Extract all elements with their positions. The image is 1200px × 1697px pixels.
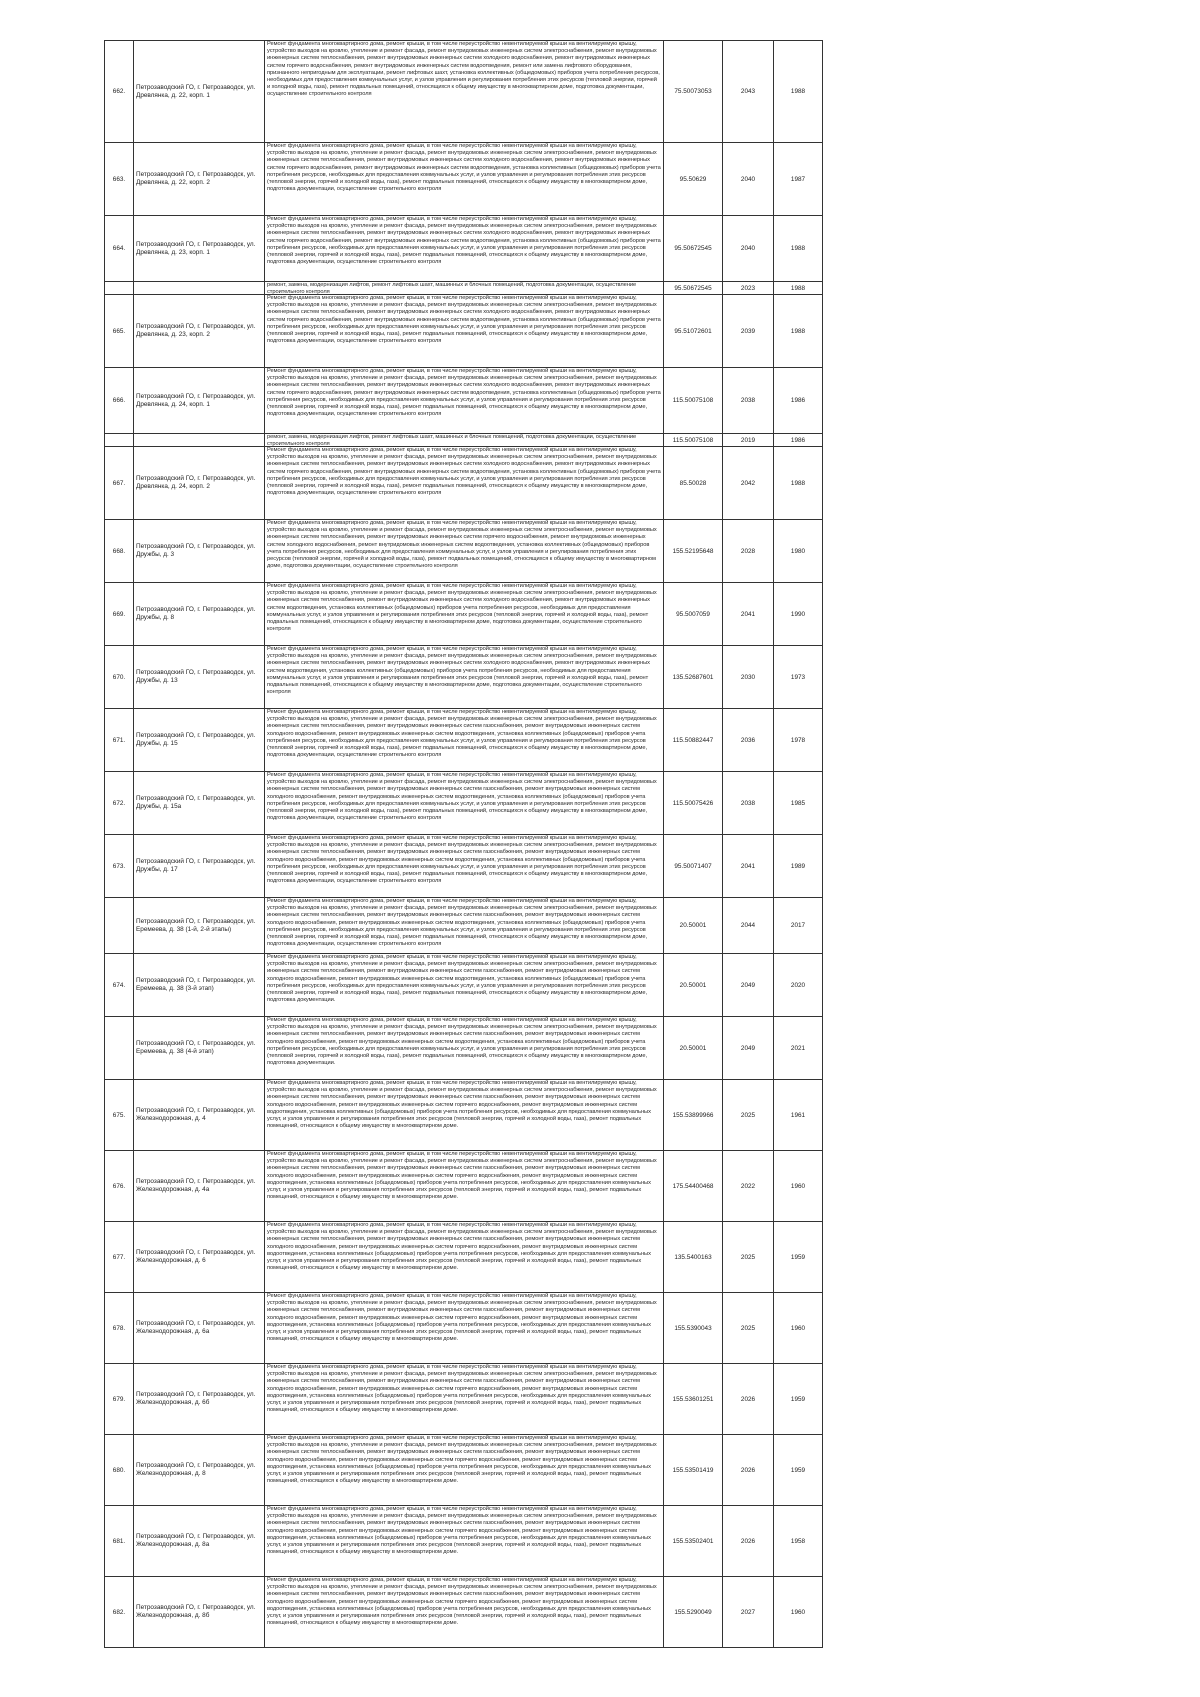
table-row xyxy=(105,954,823,1017)
address-cell-text: Петрозаводский ГО, г. Петрозаводск, ул. Дружбы, д. 15 xyxy=(136,732,256,747)
address-cell xyxy=(134,143,265,216)
work-description-cell xyxy=(265,1151,664,1222)
table-row xyxy=(105,1151,823,1222)
address-cell-text: Петрозаводский ГО, г. Петрозаводск, ул. Еремеева, д. 38 (4-й этап) xyxy=(136,1040,256,1055)
work-description-cell-text: Ремонт фундамента многоквартирного дома, ремонт крыши, в том числе переустройство невентилируемой крыши на вентилируемую крышу, устройство выходов на кровлю, утепление и ремонт фасада, ремонт внутридомовых инженерных систем электроснабжения, ремонт внутридомовых инженерных систем теплоснабжения, ремонт внутридомовых инженерных систем холодного водоснабжения, ремонт внутридомовых инженерных систем горячего водоснабжения, ремонт внутридомовых инженерных систем водоотведения, установка коллективных (общедомовых) приборов учета потребления ресурсов, необходимых для предоставления коммунальных услуг, и узлов управления и регулирования потребления этих ресурсов (тепловой энергии, горячей и холодной воды, газа), ремонт подвальных помещений, относящихся к общему имуществу в многоквартирном доме, подготовка документации, осуществление строительного контроля xyxy=(267,295,661,345)
work-description-cell-text: Ремонт фундамента многоквартирного дома, ремонт крыши, в том числе переустройство невентилируемой крыши на вентилируемую крышу, устройство выходов на кровлю, утепление и ремонт фасада, ремонт внутридомовых инженерных систем электроснабжения, ремонт внутридомовых инженерных систем теплоснабжения, ремонт внутридомовых инженерных систем газоснабжения, ремонт внутридомовых инженерных систем холодного водоснабжения, ремонт внутридомовых инженерных систем горячего водоснабжения, ремонт внутридомовых инженерных систем водоотведения, установка коллективных (общедомовых) приборов учета потребления ресурсов, необходимых для предоставления коммунальных услуг, и узлов управления и регулирования потребления этих ресурсов (тепловой энергии, горячей и холодной воды, газа), ремонт подвальных помещений, относящихся к общему имуществу в многоквартирном доме. xyxy=(267,1151,657,1201)
address-cell-text: Петрозаводский ГО, г. Петрозаводск, ул. Железнодорожная, д. 8 xyxy=(136,1462,256,1477)
work-description-cell-text: Ремонт фундамента многоквартирного дома, ремонт крыши, в том числе переустройство невентилируемой крыши на вентилируемую крышу, устройство выходов на кровлю, утепление и ремонт фасада, ремонт внутридомовых инженерных систем электроснабжения, ремонт внутридомовых инженерных систем теплоснабжения, ремонт внутридомовых инженерных систем газоснабжения, ремонт внутридомовых инженерных систем холодного водоснабжения, ремонт внутридомовых инженерных систем горячего водоснабжения, ремонт внутридомовых инженерных систем водоотведения, установка коллективных (общедомовых) приборов учета потребления ресурсов, необходимых для предоставления коммунальных услуг, и узлов управления и регулирования потребления этих ресурсов (тепловой энергии, горячей и холодной воды, газа), ремонт подвальных помещений, относящихся к общему имуществу в многоквартирном доме. xyxy=(267,1222,657,1272)
cost-cell: 115.50882447 xyxy=(664,709,723,772)
cost-cell: 20.50001 xyxy=(664,1017,723,1080)
work-description-cell xyxy=(265,898,664,954)
address-cell xyxy=(134,646,265,709)
table-row xyxy=(105,709,823,772)
cost-cell: 155.53899966 xyxy=(664,1080,723,1151)
work-description-cell xyxy=(265,1293,664,1364)
address-cell-text: Петрозаводский ГО, г. Петрозаводск, ул. Древлянка, д. 23, корп. 2 xyxy=(136,323,256,338)
row-number-cell: 666. xyxy=(105,368,134,434)
work-description-cell-text: Ремонт фундамента многоквартирного дома, ремонт крыши, в том числе переустройство невентилируемой крыши на вентилируемую крышу, устройство выходов на кровлю, утепление и ремонт фасада, ремонт внутридомовых инженерных систем электроснабжения, ремонт внутридомовых инженерных систем теплоснабжения, ремонт внутридомовых инженерных систем газоснабжения, ремонт внутридомовых инженерных систем холодного водоснабжения, ремонт внутридомовых инженерных систем водоотведения, установка коллективных (общедомовых) приборов учета потребления ресурсов, необходимых для предоставления коммунальных услуг, и узлов управления и регулирования потребления этих ресурсов (тепловой энергии, горячей и холодной воды, газа), ремонт подвальных помещений, относящихся к общему имуществу в многоквартирном доме, подготовка документации. xyxy=(267,954,657,1004)
address-cell-text: Петрозаводский ГО, г. Петрозаводск, ул. Еремеева, д. 38 (1-й, 2-й этапы) xyxy=(136,917,256,933)
work-description-cell xyxy=(265,1017,664,1080)
table-row xyxy=(105,772,823,835)
row-number-cell: 682. xyxy=(105,1577,134,1648)
cost-cell: 135.5400163 xyxy=(664,1222,723,1293)
address-cell-text: Петрозаводский ГО, г. Петрозаводск, ул. Еремеева, д. 38 (3-й этап) xyxy=(136,977,256,992)
work-description-cell-text: Ремонт фундамента многоквартирного дома, ремонт крыши, в том числе переустройство невентилируемой крыши на вентилируемую крышу, устройство выходов на кровлю, утепление и ремонт фасада, ремонт внутридомовых инженерных систем электроснабжения, ремонт внутридомовых инженерных систем теплоснабжения, ремонт внутридомовых инженерных систем холодного водоснабжения, ремонт внутридомовых инженерных систем горячего водоснабжения, ремонт внутридомовых инженерных систем водоотведения, установка коллективных (общедомовых) приборов учета потребления ресурсов, необходимых для предоставления коммунальных услуг, и узлов управления и регулирования потребления этих ресурсов (тепловой энергии, горячей и холодной воды, газа), ремонт подвальных помещений, относящихся к общему имуществу в многоквартирном доме, подготовка документации, осуществление строительного контроля xyxy=(267,447,661,497)
planned-year-cell: 2036 xyxy=(723,709,774,772)
work-description-cell-text: Ремонт фундамента многоквартирного дома, ремонт крыши, в том числе переустройство невентилируемой крыши на вентилируемую крышу, устройство выходов на кровлю, утепление и ремонт фасада, ремонт внутридомовых инженерных систем электроснабжения, ремонт внутридомовых инженерных систем теплоснабжения, ремонт внутридомовых инженерных систем газоснабжения, ремонт внутридомовых инженерных систем холодного водоснабжения, ремонт внутридомовых инженерных систем водоотведения, установка коллективных (общедомовых) приборов учета потребления ресурсов, необходимых для предоставления коммунальных услуг, и узлов управления и регулирования потребления этих ресурсов (тепловой энергии, горячей и холодной воды, газа), ремонт подвальных помещений, относящихся к общему имуществу в многоквартирном доме, подготовка документации. xyxy=(267,1017,657,1067)
table-row xyxy=(105,41,823,143)
address-cell xyxy=(134,1080,265,1151)
row-number-cell: 673. xyxy=(105,835,134,898)
row-number-cell: 665. xyxy=(105,295,134,368)
address-cell-text: Петрозаводский ГО, г. Петрозаводск, ул. Железнодорожная, д. 6б xyxy=(136,1391,256,1406)
work-description-cell-text: Ремонт фундамента многоквартирного дома, ремонт крыши, в том числе переустройство невентилируемой крыши на вентилируемую крышу, устройство выходов на кровлю, утепление и ремонт фасада, ремонт внутридомовых инженерных систем электроснабжения, ремонт внутридомовых инженерных систем теплоснабжения, ремонт внутридомовых инженерных систем горячего водоснабжения, ремонт внутридомовых инженерных систем холодного водоснабжения, ремонт внутридомовых инженерных систем водоотведения, установка коллективных (общедомовых) приборов учета потребления ресурсов, необходимых для предоставления коммунальных услуг, и узлов управления и регулирования потребления этих ресурсов (тепловой энергии, горячей и холодной воды, газа), ремонт подвальных помещений, относящихся к общему имуществу в многоквартирном доме, подготовка документации, осуществление строительного контроля xyxy=(267,520,657,570)
table-row xyxy=(105,1293,823,1364)
table-row xyxy=(105,583,823,646)
planned-year-cell: 2026 xyxy=(723,1506,774,1577)
address-cell-text xyxy=(136,282,262,294)
planned-year-cell: 2041 xyxy=(723,583,774,646)
work-description-cell-text: ремонт, замена, модернизация лифтов, ремонт лифтовых шахт, машинных и блочных помещений, подготовка документации, осуществление строительного контроля xyxy=(267,282,637,294)
planned-year-cell: 2041 xyxy=(723,835,774,898)
address-cell-text: Петрозаводский ГО, г. Петрозаводск, ул. Железнодорожная, д. 4а xyxy=(136,1178,256,1193)
cost-cell: 155.52195648 xyxy=(664,520,723,583)
built-year-cell: 2017 xyxy=(774,898,823,954)
work-description-cell-text: Ремонт фундамента многоквартирного дома, ремонт крыши, в том числе переустройство невентилируемой крыши на вентилируемую крышу, устройство выходов на кровлю, утепление и ремонт фасада, ремонт внутридомовых инженерных систем электроснабжения, ремонт внутридомовых инженерных систем теплоснабжения, ремонт внутридомовых инженерных систем газоснабжения, ремонт внутридомовых инженерных систем холодного водоснабжения, ремонт внутридомовых инженерных систем горячего водоснабжения, ремонт внутридомовых инженерных систем водоотведения, установка коллективных (общедомовых) приборов учета потребления ресурсов, необходимых для предоставления коммунальных услуг, и узлов управления и регулирования потребления этих ресурсов (тепловой энергии, горячей и холодной воды, газа), ремонт подвальных помещений, относящихся к общему имуществу в многоквартирном доме. xyxy=(267,1506,657,1556)
address-cell-text: Петрозаводский ГО, г. Петрозаводск, ул. Древлянка, д. 24, корп. 2 xyxy=(136,475,256,490)
row-number-cell: 662. xyxy=(105,41,134,143)
cost-cell: 155.5290049 xyxy=(664,1577,723,1648)
row-number-cell xyxy=(105,1017,134,1080)
row-number-cell: 679. xyxy=(105,1364,134,1435)
built-year-cell: 1988 xyxy=(774,282,823,295)
planned-year-cell: 2022 xyxy=(723,1151,774,1222)
table-row xyxy=(105,1222,823,1293)
address-cell-text: Петрозаводский ГО, г. Петрозаводск, ул. Дружбы, д. 15а xyxy=(136,795,256,810)
table-row xyxy=(105,434,823,447)
address-cell xyxy=(134,1222,265,1293)
table-row xyxy=(105,898,823,954)
planned-year-cell: 2030 xyxy=(723,646,774,709)
planned-year-cell: 2049 xyxy=(723,954,774,1017)
table-row xyxy=(105,282,823,295)
work-description-cell xyxy=(265,447,664,520)
built-year-cell: 1988 xyxy=(774,295,823,368)
cost-cell: 95.50672545 xyxy=(664,282,723,295)
table-row xyxy=(105,216,823,282)
work-description-cell-text: Ремонт фундамента многоквартирного дома, ремонт крыши, в том числе переустройство невентилируемой крыши на вентилируемую крышу, устройство выходов на кровлю, утепление и ремонт фасада, ремонт внутридомовых инженерных систем электроснабжения, ремонт внутридомовых инженерных систем теплоснабжения, ремонт внутридомовых инженерных систем газоснабжения, ремонт внутридомовых инженерных систем холодного водоснабжения, ремонт внутридомовых инженерных систем горячего водоснабжения, ремонт внутридомовых инженерных систем водоотведения, установка коллективных (общедомовых) приборов учета потребления ресурсов, необходимых для предоставления коммунальных услуг, и узлов управления и регулирования потребления этих ресурсов (тепловой энергии, горячей и холодной воды, газа), ремонт подвальных помещений, относящихся к общему имуществу в многоквартирном доме. xyxy=(267,1293,657,1343)
row-number-cell: 681. xyxy=(105,1506,134,1577)
built-year-cell: 1985 xyxy=(774,772,823,835)
built-year-cell: 1960 xyxy=(774,1293,823,1364)
cost-cell: 95.50629 xyxy=(664,143,723,216)
work-description-cell-text: Ремонт фундамента многоквартирного дома, ремонт крыши, в том числе переустройство невентилируемой крыши на вентилируемую крышу, устройство выходов на кровлю, утепление и ремонт фасада, ремонт внутридомовых инженерных систем электроснабжения, ремонт внутридомовых инженерных систем теплоснабжения, ремонт внутридомовых инженерных систем газоснабжения, ремонт внутридомовых инженерных систем холодного водоснабжения, ремонт внутридомовых инженерных систем горячего водоснабжения, ремонт внутридомовых инженерных систем водоотведения, установка коллективных (общедомовых) приборов учета потребления ресурсов, необходимых для предоставления коммунальных услуг, и узлов управления и регулирования потребления этих ресурсов (тепловой энергии, горячей и холодной воды, газа), ремонт подвальных помещений, относящихся к общему имуществу в многоквартирном доме. xyxy=(267,1364,657,1414)
work-description-cell-text: Ремонт фундамента многоквартирного дома, ремонт крыши, в том числе переустройство невентилируемой крыши на вентилируемую крышу, устройство выходов на кровлю, утепление и ремонт фасада, ремонт внутридомовых инженерных систем электроснабжения, ремонт внутридомовых инженерных систем теплоснабжения, ремонт внутридомовых инженерных систем газоснабжения, ремонт внутридомовых инженерных систем холодного водоснабжения, ремонт внутридомовых инженерных систем водоотведения, установка коллективных (общедомовых) приборов учета потребления ресурсов, необходимых для предоставления коммунальных услуг, и узлов управления и регулирования потребления этих ресурсов (тепловой энергии, горячей и холодной воды, газа), ремонт подвальных помещений, относящихся к общему имуществу в многоквартирном доме, подготовка документации, осуществление строительного контроля xyxy=(267,898,657,948)
address-cell xyxy=(134,434,265,447)
built-year-cell: 1978 xyxy=(774,709,823,772)
planned-year-cell: 2044 xyxy=(723,898,774,954)
table-row xyxy=(105,1364,823,1435)
cost-cell: 135.52687601 xyxy=(664,646,723,709)
planned-year-cell: 2043 xyxy=(723,41,774,143)
work-description-cell xyxy=(265,1506,664,1577)
address-cell xyxy=(134,282,265,295)
planned-year-cell: 2039 xyxy=(723,295,774,368)
built-year-cell: 1988 xyxy=(774,41,823,143)
built-year-cell: 1960 xyxy=(774,1577,823,1648)
address-cell xyxy=(134,295,265,368)
row-number-cell: 664. xyxy=(105,216,134,282)
work-description-cell xyxy=(265,1435,664,1506)
cost-cell: 155.53601251 xyxy=(664,1364,723,1435)
address-cell-text: Петрозаводский ГО, г. Петрозаводск, ул. Древлянка, д. 22, корп. 2 xyxy=(136,171,256,186)
cost-cell: 155.5390043 xyxy=(664,1293,723,1364)
address-cell xyxy=(134,1577,265,1648)
planned-year-cell: 2040 xyxy=(723,216,774,282)
built-year-cell: 1986 xyxy=(774,368,823,434)
work-description-cell xyxy=(265,282,664,295)
table-row xyxy=(105,835,823,898)
work-description-cell-text: Ремонт фундамента многоквартирного дома, ремонт крыши, в том числе переустройство невентилируемой крыши на вентилируемую крышу, устройство выходов на кровлю, утепление и ремонт фасада, ремонт внутридомовых инженерных систем электроснабжения, ремонт внутридомовых инженерных систем теплоснабжения, ремонт внутридомовых инженерных систем холодного водоснабжения, ремонт внутридомовых инженерных систем горячего водоснабжения, ремонт внутридомовых инженерных систем водоотведения, установка коллективных (общедомовых) приборов учета потребления ресурсов, необходимых для предоставления коммунальных услуг, и узлов управления и регулирования потребления этих ресурсов (тепловой энергии, горячей и холодной воды, газа), ремонт подвальных помещений, относящихся к общему имуществу в многоквартирном доме, подготовка документации, осуществление строительного контроля xyxy=(267,143,661,193)
table-row xyxy=(105,1080,823,1151)
planned-year-cell: 2038 xyxy=(723,368,774,434)
planned-year-cell: 2038 xyxy=(723,772,774,835)
planned-year-cell: 2027 xyxy=(723,1577,774,1648)
address-cell xyxy=(134,447,265,520)
planned-year-cell: 2023 xyxy=(723,282,774,295)
work-description-cell xyxy=(265,143,664,216)
planned-year-cell: 2025 xyxy=(723,1222,774,1293)
address-cell-text: Петрозаводский ГО, г. Петрозаводск, ул. Древлянка, д. 22, корп. 1 xyxy=(136,83,256,99)
address-cell xyxy=(134,1017,265,1080)
address-cell xyxy=(134,1506,265,1577)
planned-year-cell: 2049 xyxy=(723,1017,774,1080)
address-cell-text xyxy=(136,434,262,446)
work-description-cell-text: Ремонт фундамента многоквартирного дома, ремонт крыши, в том числе переустройство невентилируемой крыши на вентилируемую крышу, устройство выходов на кровлю, утепление и ремонт фасада, ремонт внутридомовых инженерных систем электроснабжения, ремонт внутридомовых инженерных систем теплоснабжения, ремонт внутридомовых инженерных систем газоснабжения, ремонт внутридомовых инженерных систем холодного водоснабжения, ремонт внутридомовых инженерных систем водоотведения, установка коллективных (общедомовых) приборов учета потребления ресурсов, необходимых для предоставления коммунальных услуг, и узлов управления и регулирования потребления этих ресурсов (тепловой энергии, горячей и холодной воды, газа), ремонт подвальных помещений, относящихся к общему имуществу в многоквартирном доме, подготовка документации, осуществление строительного контроля xyxy=(267,709,657,759)
planned-year-cell: 2042 xyxy=(723,447,774,520)
table-row xyxy=(105,447,823,520)
row-number-cell: 675. xyxy=(105,1080,134,1151)
address-cell xyxy=(134,520,265,583)
address-cell xyxy=(134,772,265,835)
built-year-cell: 1973 xyxy=(774,646,823,709)
built-year-cell: 2021 xyxy=(774,1017,823,1080)
address-cell xyxy=(134,1364,265,1435)
work-description-cell-text: ремонт, замена, модернизация лифтов, ремонт лифтовых шахт, машинных и блочных помещений, подготовка документации, осуществление строительного контроля xyxy=(267,434,637,446)
address-cell xyxy=(134,41,265,143)
built-year-cell: 1960 xyxy=(774,1151,823,1222)
address-cell xyxy=(134,1151,265,1222)
table-row xyxy=(105,295,823,368)
cost-cell: 115.50075426 xyxy=(664,772,723,835)
built-year-cell: 1990 xyxy=(774,583,823,646)
work-description-cell xyxy=(265,520,664,583)
work-description-cell xyxy=(265,954,664,1017)
address-cell-text: Петрозаводский ГО, г. Петрозаводск, ул. Дружбы, д. 17 xyxy=(136,858,256,873)
table-row xyxy=(105,1017,823,1080)
built-year-cell: 1988 xyxy=(774,447,823,520)
address-cell xyxy=(134,898,265,954)
work-description-cell-text: Ремонт фундамента многоквартирного дома, ремонт крыши, в том числе переустройство невентилируемой крыши на вентилируемую крышу, устройство выходов на кровлю, утепление и ремонт фасада, ремонт внутридомовых инженерных систем электроснабжения, ремонт внутридомовых инженерных систем теплоснабжения, ремонт внутридомовых инженерных систем холодного водоснабжения, ремонт внутридомовых инженерных систем горячего водоснабжения, ремонт внутридомовых инженерных систем водоотведения, ремонт или замена лифтового оборудования, признанного непригодным для эксплуатации, ремонт лифтовых шахт, установка коллективных (общедомовых) приборов учета потребления ресурсов, необходимых для предоставления коммунальных услуг, и узлов управления и регулирования потребления этих ресурсов (тепловой энергии, горячей и холодной воды, газа), ремонт подвальных помещений, относящихся к общему имуществу в многоквартирном доме, подготовка документации, осуществление строительного контроля xyxy=(267,41,660,98)
work-description-cell-text: Ремонт фундамента многоквартирного дома, ремонт крыши, в том числе переустройство невентилируемой крыши на вентилируемую крышу, устройство выходов на кровлю, утепление и ремонт фасада, ремонт внутридомовых инженерных систем электроснабжения, ремонт внутридомовых инженерных систем теплоснабжения, ремонт внутридомовых инженерных систем газоснабжения, ремонт внутридомовых инженерных систем холодного водоснабжения, ремонт внутридомовых инженерных систем горячего водоснабжения, ремонт внутридомовых инженерных систем водоотведения, установка коллективных (общедомовых) приборов учета потребления ресурсов, необходимых для предоставления коммунальных услуг, и узлов управления и регулирования потребления этих ресурсов (тепловой энергии, горячей и холодной воды, газа), ремонт подвальных помещений, относящихся к общему имуществу в многоквартирном доме. xyxy=(267,1435,657,1485)
cost-cell: 155.53501419 xyxy=(664,1435,723,1506)
row-number-cell: 671. xyxy=(105,709,134,772)
work-description-cell xyxy=(265,646,664,709)
address-cell-text: Петрозаводский ГО, г. Петрозаводск, ул. Железнодорожная, д. 8б xyxy=(136,1604,256,1619)
address-cell xyxy=(134,216,265,282)
row-number-cell xyxy=(105,282,134,295)
row-number-cell: 676. xyxy=(105,1151,134,1222)
work-description-cell-text: Ремонт фундамента многоквартирного дома, ремонт крыши, в том числе переустройство невентилируемой крыши на вентилируемую крышу, устройство выходов на кровлю, утепление и ремонт фасада, ремонт внутридомовых инженерных систем электроснабжения, ремонт внутридомовых инженерных систем теплоснабжения, ремонт внутридомовых инженерных систем газоснабжения, ремонт внутридомовых инженерных систем холодного водоснабжения, ремонт внутридомовых инженерных систем водоотведения, установка коллективных (общедомовых) приборов учета потребления ресурсов, необходимых для предоставления коммунальных услуг, и узлов управления и регулирования потребления этих ресурсов (тепловой энергии, горячей и холодной воды, газа), ремонт подвальных помещений, относящихся к общему имуществу в многоквартирном доме, подготовка документации, осуществление строительного контроля xyxy=(267,835,657,885)
table-row xyxy=(105,520,823,583)
work-description-cell xyxy=(265,1577,664,1648)
work-description-cell xyxy=(265,583,664,646)
address-cell-text: Петрозаводский ГО, г. Петрозаводск, ул. Дружбы, д. 3 xyxy=(136,543,256,558)
address-cell xyxy=(134,954,265,1017)
cost-cell: 95.51072601 xyxy=(664,295,723,368)
work-description-cell-text: Ремонт фундамента многоквартирного дома, ремонт крыши, в том числе переустройство невентилируемой крыши на вентилируемую крышу, устройство выходов на кровлю, утепление и ремонт фасада, ремонт внутридомовых инженерных систем электроснабжения, ремонт внутридомовых инженерных систем теплоснабжения, ремонт внутридомовых инженерных систем газоснабжения, ремонт внутридомовых инженерных систем холодного водоснабжения, ремонт внутридомовых инженерных систем горячего водоснабжения, ремонт внутридомовых инженерных систем водоотведения, установка коллективных (общедомовых) приборов учета потребления ресурсов, необходимых для предоставления коммунальных услуг, и узлов управления и регулирования потребления этих ресурсов (тепловой энергии, горячей и холодной воды, газа), ремонт подвальных помещений, относящихся к общему имуществу в многоквартирном доме. xyxy=(267,1080,657,1130)
built-year-cell: 1961 xyxy=(774,1080,823,1151)
row-number-cell: 672. xyxy=(105,772,134,835)
planned-year-cell: 2025 xyxy=(723,1080,774,1151)
address-cell-text: Петрозаводский ГО, г. Петрозаводск, ул. Железнодорожная, д. 6а xyxy=(136,1320,256,1335)
cost-cell: 20.50001 xyxy=(664,954,723,1017)
cost-cell: 115.50075108 xyxy=(664,434,723,447)
work-description-cell xyxy=(265,1364,664,1435)
address-cell xyxy=(134,583,265,646)
work-description-cell xyxy=(265,709,664,772)
cost-cell: 95.50071407 xyxy=(664,835,723,898)
built-year-cell: 1989 xyxy=(774,835,823,898)
table-row xyxy=(105,1577,823,1648)
row-number-cell: 667. xyxy=(105,447,134,520)
work-description-cell-text: Ремонт фундамента многоквартирного дома, ремонт крыши, в том числе переустройство невентилируемой крыши на вентилируемую крышу, устройство выходов на кровлю, утепление и ремонт фасада, ремонт внутридомовых инженерных систем электроснабжения, ремонт внутридомовых инженерных систем теплоснабжения, ремонт внутридомовых инженерных систем холодного водоснабжения, ремонт внутридомовых инженерных систем водоотведения, установка коллективных (общедомовых) приборов учета потребления ресурсов, необходимых для предоставления коммунальных услуг, и узлов управления и регулирования потребления этих ресурсов (тепловой энергии, горячей и холодной воды, газа), ремонт подвальных помещений, относящихся к общему имуществу в многоквартирном доме, подготовка документации, осуществление строительного контроля xyxy=(267,646,657,696)
table-row xyxy=(105,646,823,709)
row-number-cell: 678. xyxy=(105,1293,134,1364)
built-year-cell: 1988 xyxy=(774,216,823,282)
cost-cell: 175.54400468 xyxy=(664,1151,723,1222)
address-cell-text: Петрозаводский ГО, г. Петрозаводск, ул. Дружбы, д. 8 xyxy=(136,606,256,621)
cost-cell: 75.50073053 xyxy=(664,41,723,143)
table-body xyxy=(105,41,823,1648)
built-year-cell: 1987 xyxy=(774,143,823,216)
row-number-cell: 670. xyxy=(105,646,134,709)
cost-cell: 115.50075108 xyxy=(664,368,723,434)
table-row xyxy=(105,1435,823,1506)
work-description-cell xyxy=(265,295,664,368)
table-row xyxy=(105,368,823,434)
work-description-cell-text: Ремонт фундамента многоквартирного дома, ремонт крыши, в том числе переустройство невентилируемой крыши на вентилируемую крышу, устройство выходов на кровлю, утепление и ремонт фасада, ремонт внутридомовых инженерных систем электроснабжения, ремонт внутридомовых инженерных систем теплоснабжения, ремонт внутридомовых инженерных систем холодного водоснабжения, ремонт внутридомовых инженерных систем водоотведения, установка коллективных (общедомовых) приборов учета потребления ресурсов, необходимых для предоставления коммунальных услуг, и узлов управления и регулирования потребления этих ресурсов (тепловой энергии, горячей и холодной воды, газа), ремонт подвальных помещений, относящихся к общему имуществу в многоквартирном доме, подготовка документации, осуществление строительного контроля xyxy=(267,583,657,633)
work-description-cell xyxy=(265,1222,664,1293)
work-description-cell xyxy=(265,434,664,447)
planned-year-cell: 2026 xyxy=(723,1435,774,1506)
row-number-cell: 677. xyxy=(105,1222,134,1293)
work-description-cell xyxy=(265,772,664,835)
cost-cell: 20.50001 xyxy=(664,898,723,954)
planned-year-cell: 2026 xyxy=(723,1364,774,1435)
planned-year-cell: 2019 xyxy=(723,434,774,447)
planned-year-cell: 2040 xyxy=(723,143,774,216)
address-cell-text: Петрозаводский ГО, г. Петрозаводск, ул. Железнодорожная, д. 6 xyxy=(136,1249,256,1264)
built-year-cell: 1958 xyxy=(774,1506,823,1577)
work-description-cell-text: Ремонт фундамента многоквартирного дома, ремонт крыши, в том числе переустройство невентилируемой крыши на вентилируемую крышу, устройство выходов на кровлю, утепление и ремонт фасада, ремонт внутридомовых инженерных систем электроснабжения, ремонт внутридомовых инженерных систем теплоснабжения, ремонт внутридомовых инженерных систем холодного водоснабжения, ремонт внутридомовых инженерных систем горячего водоснабжения, ремонт внутридомовых инженерных систем водоотведения, установка коллективных (общедомовых) приборов учета потребления ресурсов, необходимых для предоставления коммунальных услуг, и узлов управления и регулирования потребления этих ресурсов (тепловой энергии, горячей и холодной воды, газа), ремонт подвальных помещений, относящихся к общему имуществу в многоквартирном доме, подготовка документации, осуществление строительного контроля xyxy=(267,368,661,418)
cost-cell: 95.5007059 xyxy=(664,583,723,646)
row-number-cell: 680. xyxy=(105,1435,134,1506)
row-number-cell: 669. xyxy=(105,583,134,646)
work-description-cell xyxy=(265,1080,664,1151)
address-cell xyxy=(134,835,265,898)
row-number-cell xyxy=(105,434,134,447)
built-year-cell: 2020 xyxy=(774,954,823,1017)
work-description-cell xyxy=(265,216,664,282)
address-cell xyxy=(134,1293,265,1364)
work-description-cell-text: Ремонт фундамента многоквартирного дома, ремонт крыши, в том числе переустройство невентилируемой крыши на вентилируемую крышу, устройство выходов на кровлю, утепление и ремонт фасада, ремонт внутридомовых инженерных систем электроснабжения, ремонт внутридомовых инженерных систем теплоснабжения, ремонт внутридомовых инженерных систем газоснабжения, ремонт внутридомовых инженерных систем холодного водоснабжения, ремонт внутридомовых инженерных систем горячего водоснабжения, ремонт внутридомовых инженерных систем водоотведения, установка коллективных (общедомовых) приборов учета потребления ресурсов, необходимых для предоставления коммунальных услуг, и узлов управления и регулирования потребления этих ресурсов (тепловой энергии, горячей и холодной воды, газа), ремонт подвальных помещений, относящихся к общему имуществу в многоквартирном доме. xyxy=(267,1577,657,1627)
built-year-cell: 1959 xyxy=(774,1435,823,1506)
planned-year-cell: 2028 xyxy=(723,520,774,583)
address-cell-text: Петрозаводский ГО, г. Петрозаводск, ул. Железнодорожная, д. 8а xyxy=(136,1533,256,1548)
cost-cell: 95.50672545 xyxy=(664,216,723,282)
address-cell xyxy=(134,1435,265,1506)
row-number-cell: 674. xyxy=(105,954,134,1017)
work-description-cell xyxy=(265,835,664,898)
row-number-cell: 668. xyxy=(105,520,134,583)
row-number-cell xyxy=(105,898,134,954)
cost-cell: 155.53502401 xyxy=(664,1506,723,1577)
address-cell-text: Петрозаводский ГО, г. Петрозаводск, ул. Железнодорожная, д. 4 xyxy=(136,1107,256,1122)
address-cell xyxy=(134,709,265,772)
work-description-cell-text: Ремонт фундамента многоквартирного дома, ремонт крыши, в том числе переустройство невентилируемой крыши на вентилируемую крышу, устройство выходов на кровлю, утепление и ремонт фасада, ремонт внутридомовых инженерных систем электроснабжения, ремонт внутридомовых инженерных систем теплоснабжения, ремонт внутридомовых инженерных систем холодного водоснабжения, ремонт внутридомовых инженерных систем горячего водоснабжения, ремонт внутридомовых инженерных систем водоотведения, установка коллективных (общедомовых) приборов учета потребления ресурсов, необходимых для предоставления коммунальных услуг, и узлов управления и регулирования потребления этих ресурсов (тепловой энергии, горячей и холодной воды, газа), ремонт подвальных помещений, относящихся к общему имуществу в многоквартирном доме, подготовка документации, осуществление строительного контроля xyxy=(267,216,661,266)
address-cell-text: Петрозаводский ГО, г. Петрозаводск, ул. Древлянка, д. 24, корп. 1 xyxy=(136,392,256,408)
built-year-cell: 1986 xyxy=(774,434,823,447)
address-cell-text: Петрозаводский ГО, г. Петрозаводск, ул. Древлянка, д. 23, корп. 1 xyxy=(136,240,256,256)
work-description-cell xyxy=(265,41,664,143)
work-description-cell-text: Ремонт фундамента многоквартирного дома, ремонт крыши, в том числе переустройство невентилируемой крыши на вентилируемую крышу, устройство выходов на кровлю, утепление и ремонт фасада, ремонт внутридомовых инженерных систем электроснабжения, ремонт внутридомовых инженерных систем теплоснабжения, ремонт внутридомовых инженерных систем газоснабжения, ремонт внутридомовых инженерных систем холодного водоснабжения, ремонт внутридомовых инженерных систем водоотведения, установка коллективных (общедомовых) приборов учета потребления ресурсов, необходимых для предоставления коммунальных услуг, и узлов управления и регулирования потребления этих ресурсов (тепловой энергии, горячей и холодной воды, газа), ремонт подвальных помещений, относящихся к общему имуществу в многоквартирном доме, подготовка документации, осуществление строительного контроля xyxy=(267,772,657,822)
built-year-cell: 1959 xyxy=(774,1364,823,1435)
row-number-cell: 663. xyxy=(105,143,134,216)
built-year-cell: 1959 xyxy=(774,1222,823,1293)
address-cell-text: Петрозаводский ГО, г. Петрозаводск, ул. Дружбы, д. 13 xyxy=(136,669,256,684)
table-row xyxy=(105,143,823,216)
work-description-cell xyxy=(265,368,664,434)
built-year-cell: 1980 xyxy=(774,520,823,583)
planned-year-cell: 2025 xyxy=(723,1293,774,1364)
cost-cell: 85.50028 xyxy=(664,447,723,520)
address-cell xyxy=(134,368,265,434)
table-row xyxy=(105,1506,823,1577)
repair-program-table xyxy=(104,40,823,1648)
